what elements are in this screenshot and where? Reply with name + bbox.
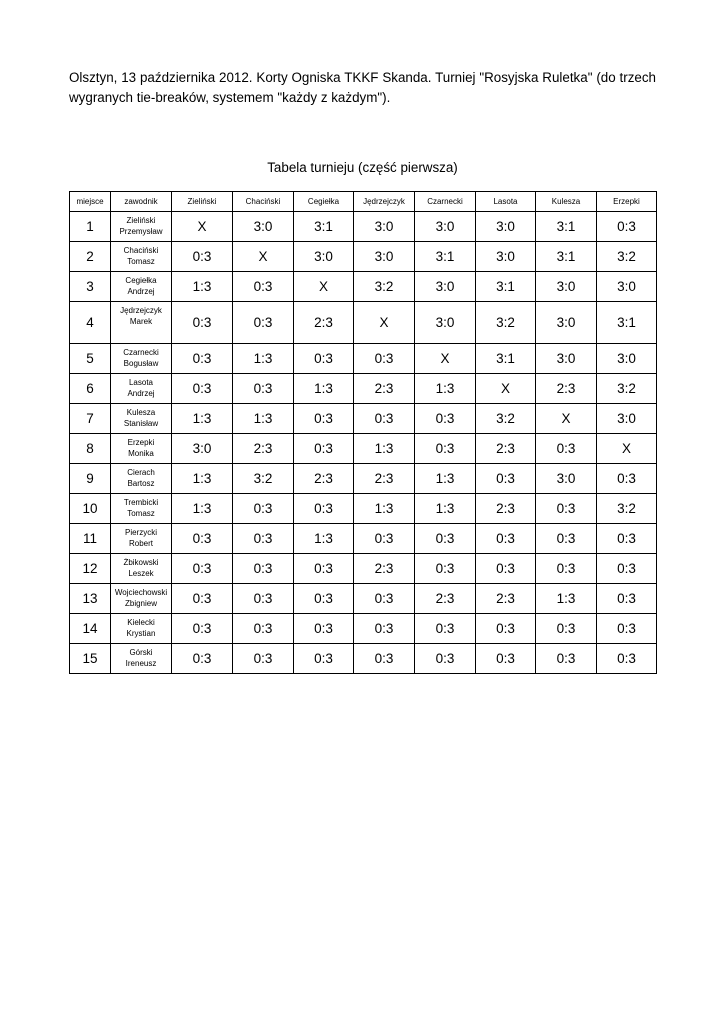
table-row bbox=[70, 524, 657, 554]
score-cell: 0:3 bbox=[415, 554, 476, 584]
score-cell: 0:3 bbox=[233, 302, 294, 344]
player-cell bbox=[111, 644, 172, 674]
column-header: zawodnik bbox=[111, 192, 172, 212]
player-surname: Jędrzejczyk bbox=[120, 306, 162, 315]
place-cell: 3 bbox=[70, 272, 111, 302]
score-cell: 1:3 bbox=[172, 494, 233, 524]
score-cell: 2:3 bbox=[354, 554, 415, 584]
intro-paragraph: Olsztyn, 13 października 2012. Korty Ogniska TKKF Skanda. Turniej "Rosyjska Ruletka" (do trzech wygranych tie-breaków, systemem "każdy z każdym"). bbox=[69, 70, 656, 105]
player-surname: Cegiełka bbox=[125, 276, 157, 285]
score-cell: 3:1 bbox=[476, 272, 536, 302]
column-header: Lasota bbox=[476, 192, 536, 212]
table-row bbox=[70, 212, 657, 242]
column-header: miejsce bbox=[70, 192, 111, 212]
score-cell: 0:3 bbox=[597, 644, 657, 674]
player-first-name: Zbigniew bbox=[124, 599, 157, 608]
player-surname: Erzepki bbox=[127, 438, 155, 447]
place-cell: 14 bbox=[70, 614, 111, 644]
score-cell: 3:0 bbox=[536, 272, 597, 302]
place-cell: 1 bbox=[70, 212, 111, 242]
score-cell: 2:3 bbox=[476, 434, 536, 464]
score-cell: 1:3 bbox=[233, 344, 294, 374]
table-row bbox=[70, 302, 657, 344]
player-cell bbox=[111, 374, 172, 404]
table-row bbox=[70, 494, 657, 524]
table-row bbox=[70, 344, 657, 374]
player-first-name: Monika bbox=[128, 449, 154, 458]
header-row bbox=[70, 192, 657, 212]
column-header: Cegiełka bbox=[294, 192, 354, 212]
score-cell: 0:3 bbox=[476, 524, 536, 554]
place-cell: 4 bbox=[70, 302, 111, 344]
score-cell: 0:3 bbox=[354, 404, 415, 434]
score-cell: 1:3 bbox=[294, 524, 354, 554]
score-cell: 0:3 bbox=[354, 584, 415, 614]
score-cell: 0:3 bbox=[172, 614, 233, 644]
score-cell: 2:3 bbox=[233, 434, 294, 464]
player-cell bbox=[111, 344, 172, 374]
player-cell bbox=[111, 404, 172, 434]
score-cell: 3:0 bbox=[294, 242, 354, 272]
player-first-name: Stanisław bbox=[123, 419, 159, 428]
table-title: Tabela turnieju (część pierwsza) bbox=[267, 160, 458, 175]
place-cell: 6 bbox=[70, 374, 111, 404]
table-row bbox=[70, 434, 657, 464]
table-row bbox=[70, 272, 657, 302]
score-cell: 0:3 bbox=[415, 524, 476, 554]
score-cell: 1:3 bbox=[354, 434, 415, 464]
score-cell: 0:3 bbox=[597, 614, 657, 644]
player-surname: Żbikowski bbox=[123, 558, 159, 567]
score-cell: X bbox=[597, 434, 657, 464]
place-cell: 15 bbox=[70, 644, 111, 674]
table-row bbox=[70, 614, 657, 644]
score-cell: 3:2 bbox=[354, 272, 415, 302]
player-first-name: Bartosz bbox=[127, 479, 155, 488]
score-cell: 0:3 bbox=[233, 614, 294, 644]
player-cell bbox=[111, 464, 172, 494]
results-body bbox=[70, 212, 657, 674]
score-cell: 1:3 bbox=[415, 374, 476, 404]
score-cell: 3:0 bbox=[415, 212, 476, 242]
player-cell bbox=[111, 494, 172, 524]
player-surname: Cierach bbox=[127, 468, 155, 477]
score-cell: 3:2 bbox=[597, 494, 657, 524]
place-cell: 2 bbox=[70, 242, 111, 272]
score-cell: 0:3 bbox=[476, 554, 536, 584]
column-header: Chaciński bbox=[233, 192, 294, 212]
score-cell: 0:3 bbox=[172, 344, 233, 374]
table-row bbox=[70, 242, 657, 272]
score-cell: 2:3 bbox=[476, 494, 536, 524]
score-cell: 0:3 bbox=[415, 644, 476, 674]
score-cell: 0:3 bbox=[536, 554, 597, 584]
player-first-name: Tomasz bbox=[127, 509, 155, 518]
player-first-name: Bogusław bbox=[123, 359, 159, 368]
player-surname: Górski bbox=[129, 648, 153, 657]
score-cell: 0:3 bbox=[354, 524, 415, 554]
place-cell: 11 bbox=[70, 524, 111, 554]
score-cell: 1:3 bbox=[354, 494, 415, 524]
score-cell: 3:1 bbox=[294, 212, 354, 242]
player-cell bbox=[111, 272, 172, 302]
table-row bbox=[70, 464, 657, 494]
player-first-name: Robert bbox=[128, 539, 153, 548]
score-cell: 1:3 bbox=[415, 464, 476, 494]
score-cell: 0:3 bbox=[597, 584, 657, 614]
score-cell: 0:3 bbox=[233, 644, 294, 674]
score-cell: 3:2 bbox=[476, 302, 536, 344]
table-row bbox=[70, 584, 657, 614]
player-cell bbox=[111, 212, 172, 242]
score-cell: 0:3 bbox=[172, 644, 233, 674]
score-cell: 0:3 bbox=[536, 524, 597, 554]
score-cell: 3:0 bbox=[415, 272, 476, 302]
column-header: Jędrzejczyk bbox=[354, 192, 415, 212]
player-cell bbox=[111, 584, 172, 614]
score-cell: 0:3 bbox=[415, 434, 476, 464]
score-cell: 3:0 bbox=[172, 434, 233, 464]
player-surname: Chaciński bbox=[123, 246, 159, 255]
score-cell: 0:3 bbox=[294, 344, 354, 374]
score-cell: 0:3 bbox=[597, 524, 657, 554]
table-row bbox=[70, 374, 657, 404]
score-cell: 3:0 bbox=[536, 464, 597, 494]
score-cell: 3:2 bbox=[233, 464, 294, 494]
score-cell: 0:3 bbox=[415, 614, 476, 644]
player-surname: Zieliński bbox=[126, 216, 156, 225]
score-cell: 0:3 bbox=[476, 644, 536, 674]
score-cell: 3:0 bbox=[476, 212, 536, 242]
score-cell: 3:0 bbox=[597, 344, 657, 374]
score-cell: 0:3 bbox=[233, 272, 294, 302]
score-cell: 0:3 bbox=[597, 464, 657, 494]
score-cell: 0:3 bbox=[172, 524, 233, 554]
score-cell: 2:3 bbox=[294, 302, 354, 344]
player-surname: Czarnecki bbox=[123, 348, 159, 357]
place-cell: 12 bbox=[70, 554, 111, 584]
score-cell: X bbox=[354, 302, 415, 344]
score-cell: 3:0 bbox=[536, 302, 597, 344]
score-cell: X bbox=[172, 212, 233, 242]
score-cell: 0:3 bbox=[536, 644, 597, 674]
score-cell: 0:3 bbox=[597, 554, 657, 584]
score-cell: 0:3 bbox=[294, 554, 354, 584]
score-cell: 0:3 bbox=[536, 434, 597, 464]
place-cell: 8 bbox=[70, 434, 111, 464]
score-cell: 0:3 bbox=[172, 554, 233, 584]
player-surname: Pierzycki bbox=[124, 528, 157, 537]
score-cell: 0:3 bbox=[294, 494, 354, 524]
player-first-name: Krystian bbox=[126, 629, 156, 638]
score-cell: 1:3 bbox=[233, 404, 294, 434]
score-cell: 2:3 bbox=[354, 464, 415, 494]
place-cell: 10 bbox=[70, 494, 111, 524]
score-cell: X bbox=[233, 242, 294, 272]
place-cell: 9 bbox=[70, 464, 111, 494]
player-surname: Trembicki bbox=[123, 498, 159, 507]
score-cell: 0:3 bbox=[536, 494, 597, 524]
place-cell: 7 bbox=[70, 404, 111, 434]
place-cell: 13 bbox=[70, 584, 111, 614]
player-surname: Lasota bbox=[128, 378, 154, 387]
column-header: Zieliński bbox=[172, 192, 233, 212]
player-cell bbox=[111, 302, 172, 344]
score-cell: X bbox=[536, 404, 597, 434]
score-cell: 3:1 bbox=[597, 302, 657, 344]
score-cell: 1:3 bbox=[172, 272, 233, 302]
score-cell: 0:3 bbox=[172, 374, 233, 404]
player-cell bbox=[111, 614, 172, 644]
score-cell: 2:3 bbox=[476, 584, 536, 614]
score-cell: 0:3 bbox=[354, 344, 415, 374]
score-cell: 1:3 bbox=[172, 464, 233, 494]
player-first-name: Andrzej bbox=[127, 287, 155, 296]
score-cell: X bbox=[476, 374, 536, 404]
player-cell bbox=[111, 524, 172, 554]
score-cell: 3:1 bbox=[415, 242, 476, 272]
score-cell: X bbox=[415, 344, 476, 374]
score-cell: 0:3 bbox=[354, 644, 415, 674]
score-cell: 0:3 bbox=[294, 434, 354, 464]
score-cell: 0:3 bbox=[597, 212, 657, 242]
score-cell: 3:1 bbox=[536, 212, 597, 242]
score-cell: 2:3 bbox=[294, 464, 354, 494]
score-cell: 3:0 bbox=[415, 302, 476, 344]
player-cell bbox=[111, 242, 172, 272]
player-cell bbox=[111, 554, 172, 584]
column-header: Kulesza bbox=[536, 192, 597, 212]
score-cell: 0:3 bbox=[233, 554, 294, 584]
score-cell: 0:3 bbox=[354, 614, 415, 644]
score-cell: 3:0 bbox=[233, 212, 294, 242]
score-cell: 0:3 bbox=[476, 464, 536, 494]
score-cell: 3:0 bbox=[354, 242, 415, 272]
score-cell: 3:0 bbox=[476, 242, 536, 272]
score-cell: 2:3 bbox=[415, 584, 476, 614]
score-cell: 0:3 bbox=[233, 524, 294, 554]
score-cell: 3:2 bbox=[597, 374, 657, 404]
score-cell: 0:3 bbox=[233, 494, 294, 524]
score-cell: 3:2 bbox=[476, 404, 536, 434]
player-cell bbox=[111, 434, 172, 464]
score-cell: 0:3 bbox=[294, 614, 354, 644]
score-cell: 0:3 bbox=[172, 584, 233, 614]
player-first-name: Ireneusz bbox=[125, 659, 157, 668]
score-cell: 0:3 bbox=[476, 614, 536, 644]
results-table bbox=[69, 191, 657, 674]
score-cell: 1:3 bbox=[172, 404, 233, 434]
player-surname: Wojciechowski bbox=[114, 588, 168, 597]
score-cell: 3:2 bbox=[597, 242, 657, 272]
score-cell: 3:1 bbox=[476, 344, 536, 374]
score-cell: 0:3 bbox=[415, 404, 476, 434]
score-cell: 3:0 bbox=[597, 404, 657, 434]
column-header: Czarnecki bbox=[415, 192, 476, 212]
table-row bbox=[70, 404, 657, 434]
player-first-name: Tomasz bbox=[127, 257, 155, 266]
score-cell: 1:3 bbox=[415, 494, 476, 524]
score-cell: 0:3 bbox=[233, 584, 294, 614]
score-cell: 1:3 bbox=[294, 374, 354, 404]
score-cell: 3:0 bbox=[354, 212, 415, 242]
score-cell: 2:3 bbox=[536, 374, 597, 404]
score-cell: 0:3 bbox=[172, 242, 233, 272]
column-header: Erzepki bbox=[597, 192, 657, 212]
score-cell: 3:0 bbox=[536, 344, 597, 374]
table-row bbox=[70, 554, 657, 584]
score-cell: 0:3 bbox=[294, 584, 354, 614]
player-first-name: Marek bbox=[129, 317, 153, 326]
score-cell: X bbox=[294, 272, 354, 302]
score-cell: 0:3 bbox=[294, 404, 354, 434]
player-surname: Kielecki bbox=[127, 618, 155, 627]
player-first-name: Andrzej bbox=[127, 389, 155, 398]
score-cell: 0:3 bbox=[172, 302, 233, 344]
score-cell: 0:3 bbox=[233, 374, 294, 404]
player-surname: Kulesza bbox=[126, 408, 156, 417]
score-cell: 3:0 bbox=[597, 272, 657, 302]
player-first-name: Leszek bbox=[128, 569, 154, 578]
place-cell: 5 bbox=[70, 344, 111, 374]
score-cell: 2:3 bbox=[354, 374, 415, 404]
score-cell: 3:1 bbox=[536, 242, 597, 272]
table-row bbox=[70, 644, 657, 674]
score-cell: 0:3 bbox=[536, 614, 597, 644]
score-cell: 0:3 bbox=[294, 644, 354, 674]
player-first-name: Przemysław bbox=[119, 227, 163, 236]
score-cell: 1:3 bbox=[536, 584, 597, 614]
